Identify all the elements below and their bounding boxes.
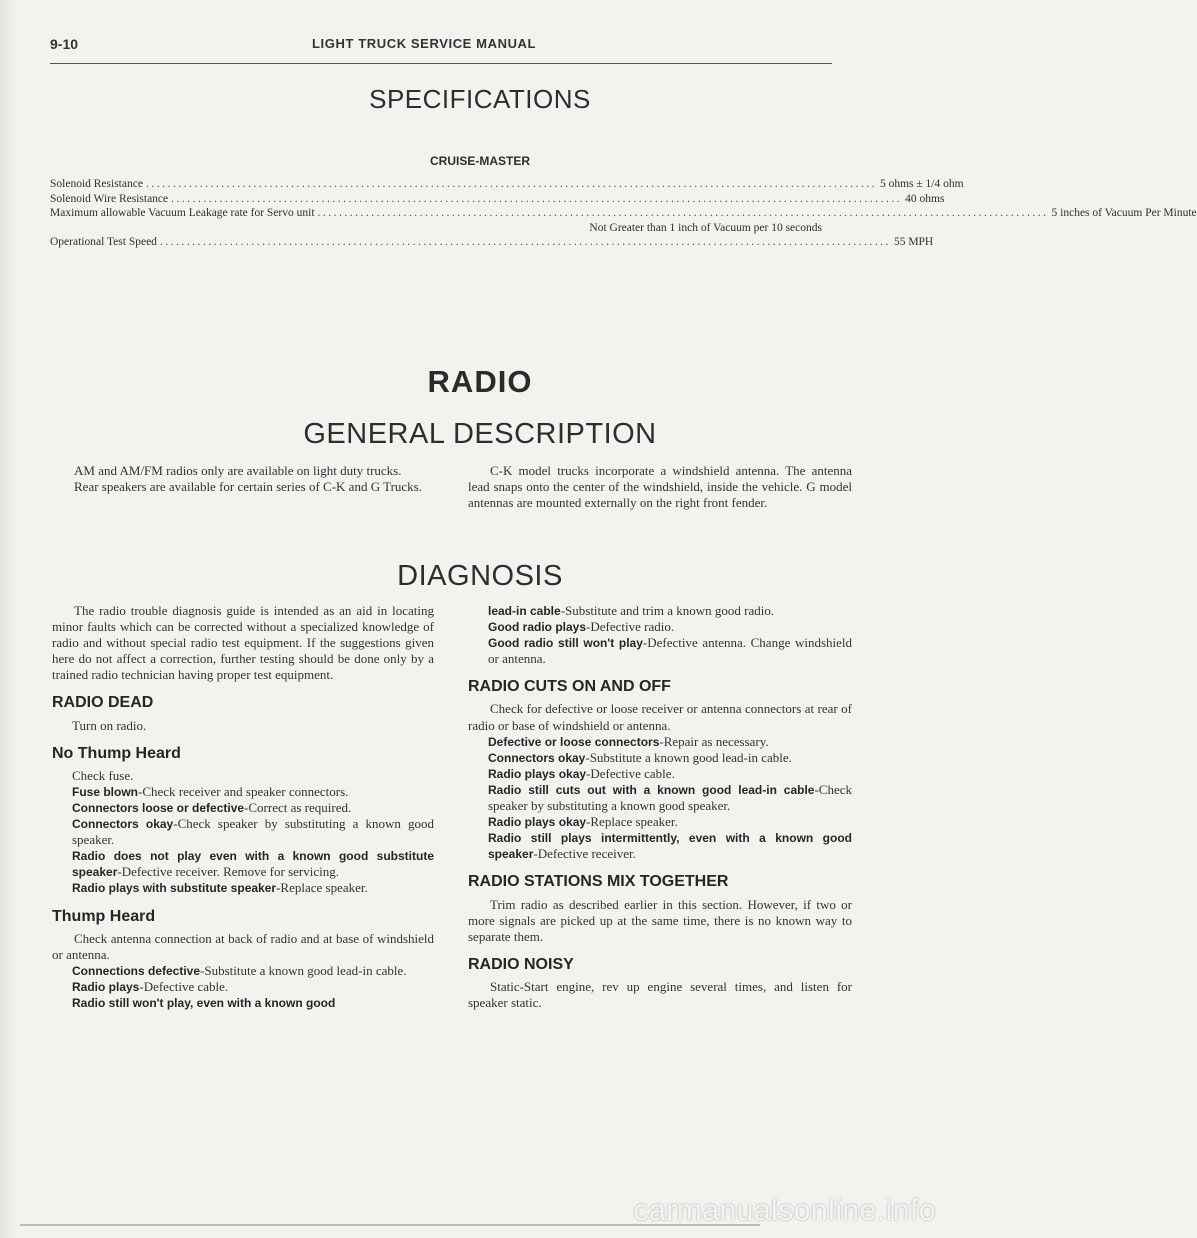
- general-description-heading: GENERAL DESCRIPTION: [303, 418, 657, 450]
- step-condition: Good radio still won't play: [488, 636, 643, 651]
- step-condition: Connectors okay: [72, 817, 174, 832]
- header-rule: [50, 63, 832, 64]
- paragraph: Check fuse.: [72, 767, 134, 783]
- step-condition: Radio still plays intermittently, even with a known good speaker: [488, 831, 852, 862]
- diagnostic-step: [52, 979, 434, 995]
- radio-heading: RADIO: [427, 364, 533, 399]
- section-heading: RADIO STATIONS MIX TOGETHER: [468, 873, 729, 891]
- step-condition: Radio still won't play, even with a known good: [72, 995, 336, 1010]
- step-action: -Defective cable.: [586, 765, 675, 781]
- step-action: -Substitute a known good lead-in cable.: [200, 962, 407, 978]
- step-action: -Check speaker by substituting a known good speaker.: [72, 816, 435, 848]
- step-condition: Radio does not play even with a known good substitute speaker: [72, 849, 434, 880]
- diagnosis-heading: DIAGNOSIS: [397, 560, 563, 592]
- manual-title: LIGHT TRUCK SERVICE MANUAL: [312, 36, 537, 51]
- spec-row: [50, 206, 1197, 221]
- paragraph: The radio trouble diagnosis guide is intended as an aid in locating minor faults which can be corrected without a specialized knowledge of radio and without special radio test equipment. If the suggestions given here do not affect a correction, further testing should be done only by a trained radio technician having proper test equipment.: [52, 603, 434, 683]
- diagnostic-step: [52, 880, 434, 896]
- page-header: [50, 36, 840, 54]
- step-action: -Defective antenna. Change windshield or antenna.: [488, 635, 852, 667]
- step-condition: Connectors okay: [488, 750, 586, 765]
- spec-value: 55 MPH: [893, 236, 934, 249]
- paragraph: Turn on radio.: [72, 717, 147, 733]
- diagnostic-step: [468, 782, 852, 814]
- spec-label: Solenoid Wire Resistance: [50, 192, 169, 205]
- step-action: -Replace speaker.: [276, 880, 368, 896]
- watermark-text: carmanualsonline.info: [633, 1194, 936, 1227]
- step-action: -Substitute and trim a known good radio.: [560, 603, 775, 618]
- step-condition: Connections defective: [72, 963, 201, 978]
- diagnostic-step: [468, 830, 852, 862]
- spec-value: 40 ohms: [905, 192, 945, 205]
- diagnostic-step: [52, 800, 434, 816]
- general-description-left: [52, 463, 434, 495]
- page-number: 9-10: [50, 36, 79, 52]
- paragraph: C-K model trucks incorporate a windshield antenna. The antenna lead snaps onto the center of the windshield, inside the vehicle. G model antennas are mounted externally on the right front fender.: [468, 463, 852, 511]
- spec-value: 5 ohms ± 1/4 ohm: [879, 178, 964, 190]
- spec-label: Operational Test Speed: [50, 236, 157, 249]
- step-condition: Radio plays with substitute speaker: [72, 881, 277, 896]
- spec-table: [50, 177, 1197, 250]
- step-action: -Substitute a known good lead-in cable.: [585, 749, 792, 765]
- step-action: -Defective receiver. Remove for servicing.: [117, 864, 339, 880]
- page-binding-edge: [0, 0, 18, 1238]
- spec-note: Not Greater than 1 inch of Vacuum per 10 seconds: [589, 221, 822, 234]
- step-condition: Radio plays: [72, 979, 140, 994]
- spec-row: [50, 235, 934, 250]
- section-heading: Thump Heard: [52, 907, 156, 925]
- diagnostic-step: [468, 814, 852, 830]
- diagnosis-left-column: [52, 603, 434, 1011]
- diagnostic-step: [52, 816, 434, 848]
- step-condition: Radio still cuts out with a known good lead-in cable: [488, 782, 815, 797]
- diagnostic-step: [468, 619, 852, 635]
- diagnostic-step: [468, 750, 852, 766]
- diagnostic-step: [52, 963, 434, 979]
- step-condition: Radio plays okay: [488, 766, 587, 781]
- step-action: -Check speaker by substituting a known good speaker.: [488, 781, 852, 814]
- general-description-right: [468, 463, 852, 511]
- diagnostic-step: [468, 603, 852, 619]
- spec-row: [50, 192, 945, 207]
- spec-value: 5 inches of Vacuum Per Minute: [1051, 207, 1197, 220]
- section-heading: RADIO DEAD: [52, 694, 154, 712]
- section-heading: RADIO NOISY: [468, 955, 574, 973]
- specifications-heading: SPECIFICATIONS: [369, 84, 591, 114]
- diagnosis-right-column: [468, 603, 852, 1011]
- step-condition: Connectors loose or defective: [72, 800, 245, 815]
- diagnostic-step: [468, 635, 852, 667]
- spec-row: [50, 177, 964, 192]
- paragraph: Rear speakers are available for certain series of C-K and G Trucks.: [74, 479, 422, 495]
- step-action: -Check receiver and speaker connectors.: [138, 783, 349, 799]
- paragraph: Static-Start engine, rev up engine several times, and listen for speaker static.: [468, 978, 852, 1010]
- leader-dots: ........................................................................................................................................: [171, 192, 903, 205]
- step-condition: Good radio plays: [488, 620, 587, 635]
- diagnostic-step: [52, 995, 434, 1011]
- paragraph: AM and AM/FM radios only are available on light duty trucks.: [74, 463, 402, 478]
- diagnostic-step: [468, 734, 852, 750]
- step-action: -Correct as required.: [244, 799, 352, 815]
- leader-dots: ........................................................................................................................................: [317, 207, 1049, 220]
- step-condition: Radio plays okay: [488, 815, 587, 830]
- diagnostic-step: [468, 766, 852, 782]
- step-condition: Fuse blown: [72, 784, 138, 799]
- paragraph: Trim radio as described earlier in this section. However, if two or more signals are picked up at the same time, there is no known way to separate them.: [468, 896, 852, 944]
- leader-dots: ........................................................................................................................................: [145, 178, 877, 190]
- section-heading: No Thump Heard: [52, 744, 181, 762]
- step-condition: lead-in cable: [488, 604, 561, 618]
- step-condition: Defective or loose connectors: [488, 734, 660, 749]
- cruise-master-heading: CRUISE-MASTER: [429, 154, 530, 168]
- step-action: -Replace speaker.: [586, 814, 678, 830]
- diagnostic-step: [52, 784, 434, 800]
- step-action: -Defective radio.: [586, 619, 675, 635]
- spec-label: Maximum allowable Vacuum Leakage rate for Servo unit: [50, 207, 315, 220]
- step-action: -Defective cable.: [139, 978, 229, 994]
- step-action: -Defective receiver.: [533, 846, 636, 862]
- leader-dots: ........................................................................................................................................: [159, 236, 891, 249]
- step-action: -Repair as necessary.: [659, 733, 769, 749]
- spec-label: Solenoid Resistance: [50, 178, 143, 190]
- diagnostic-step: [52, 848, 434, 880]
- paragraph: Check antenna connection at back of radio and at base of windshield or antenna.: [52, 930, 434, 962]
- section-heading: RADIO CUTS ON AND OFF: [468, 678, 671, 696]
- paragraph: Check for defective or loose receiver or antenna connectors at rear of radio or base of windshield or antenna.: [468, 701, 852, 733]
